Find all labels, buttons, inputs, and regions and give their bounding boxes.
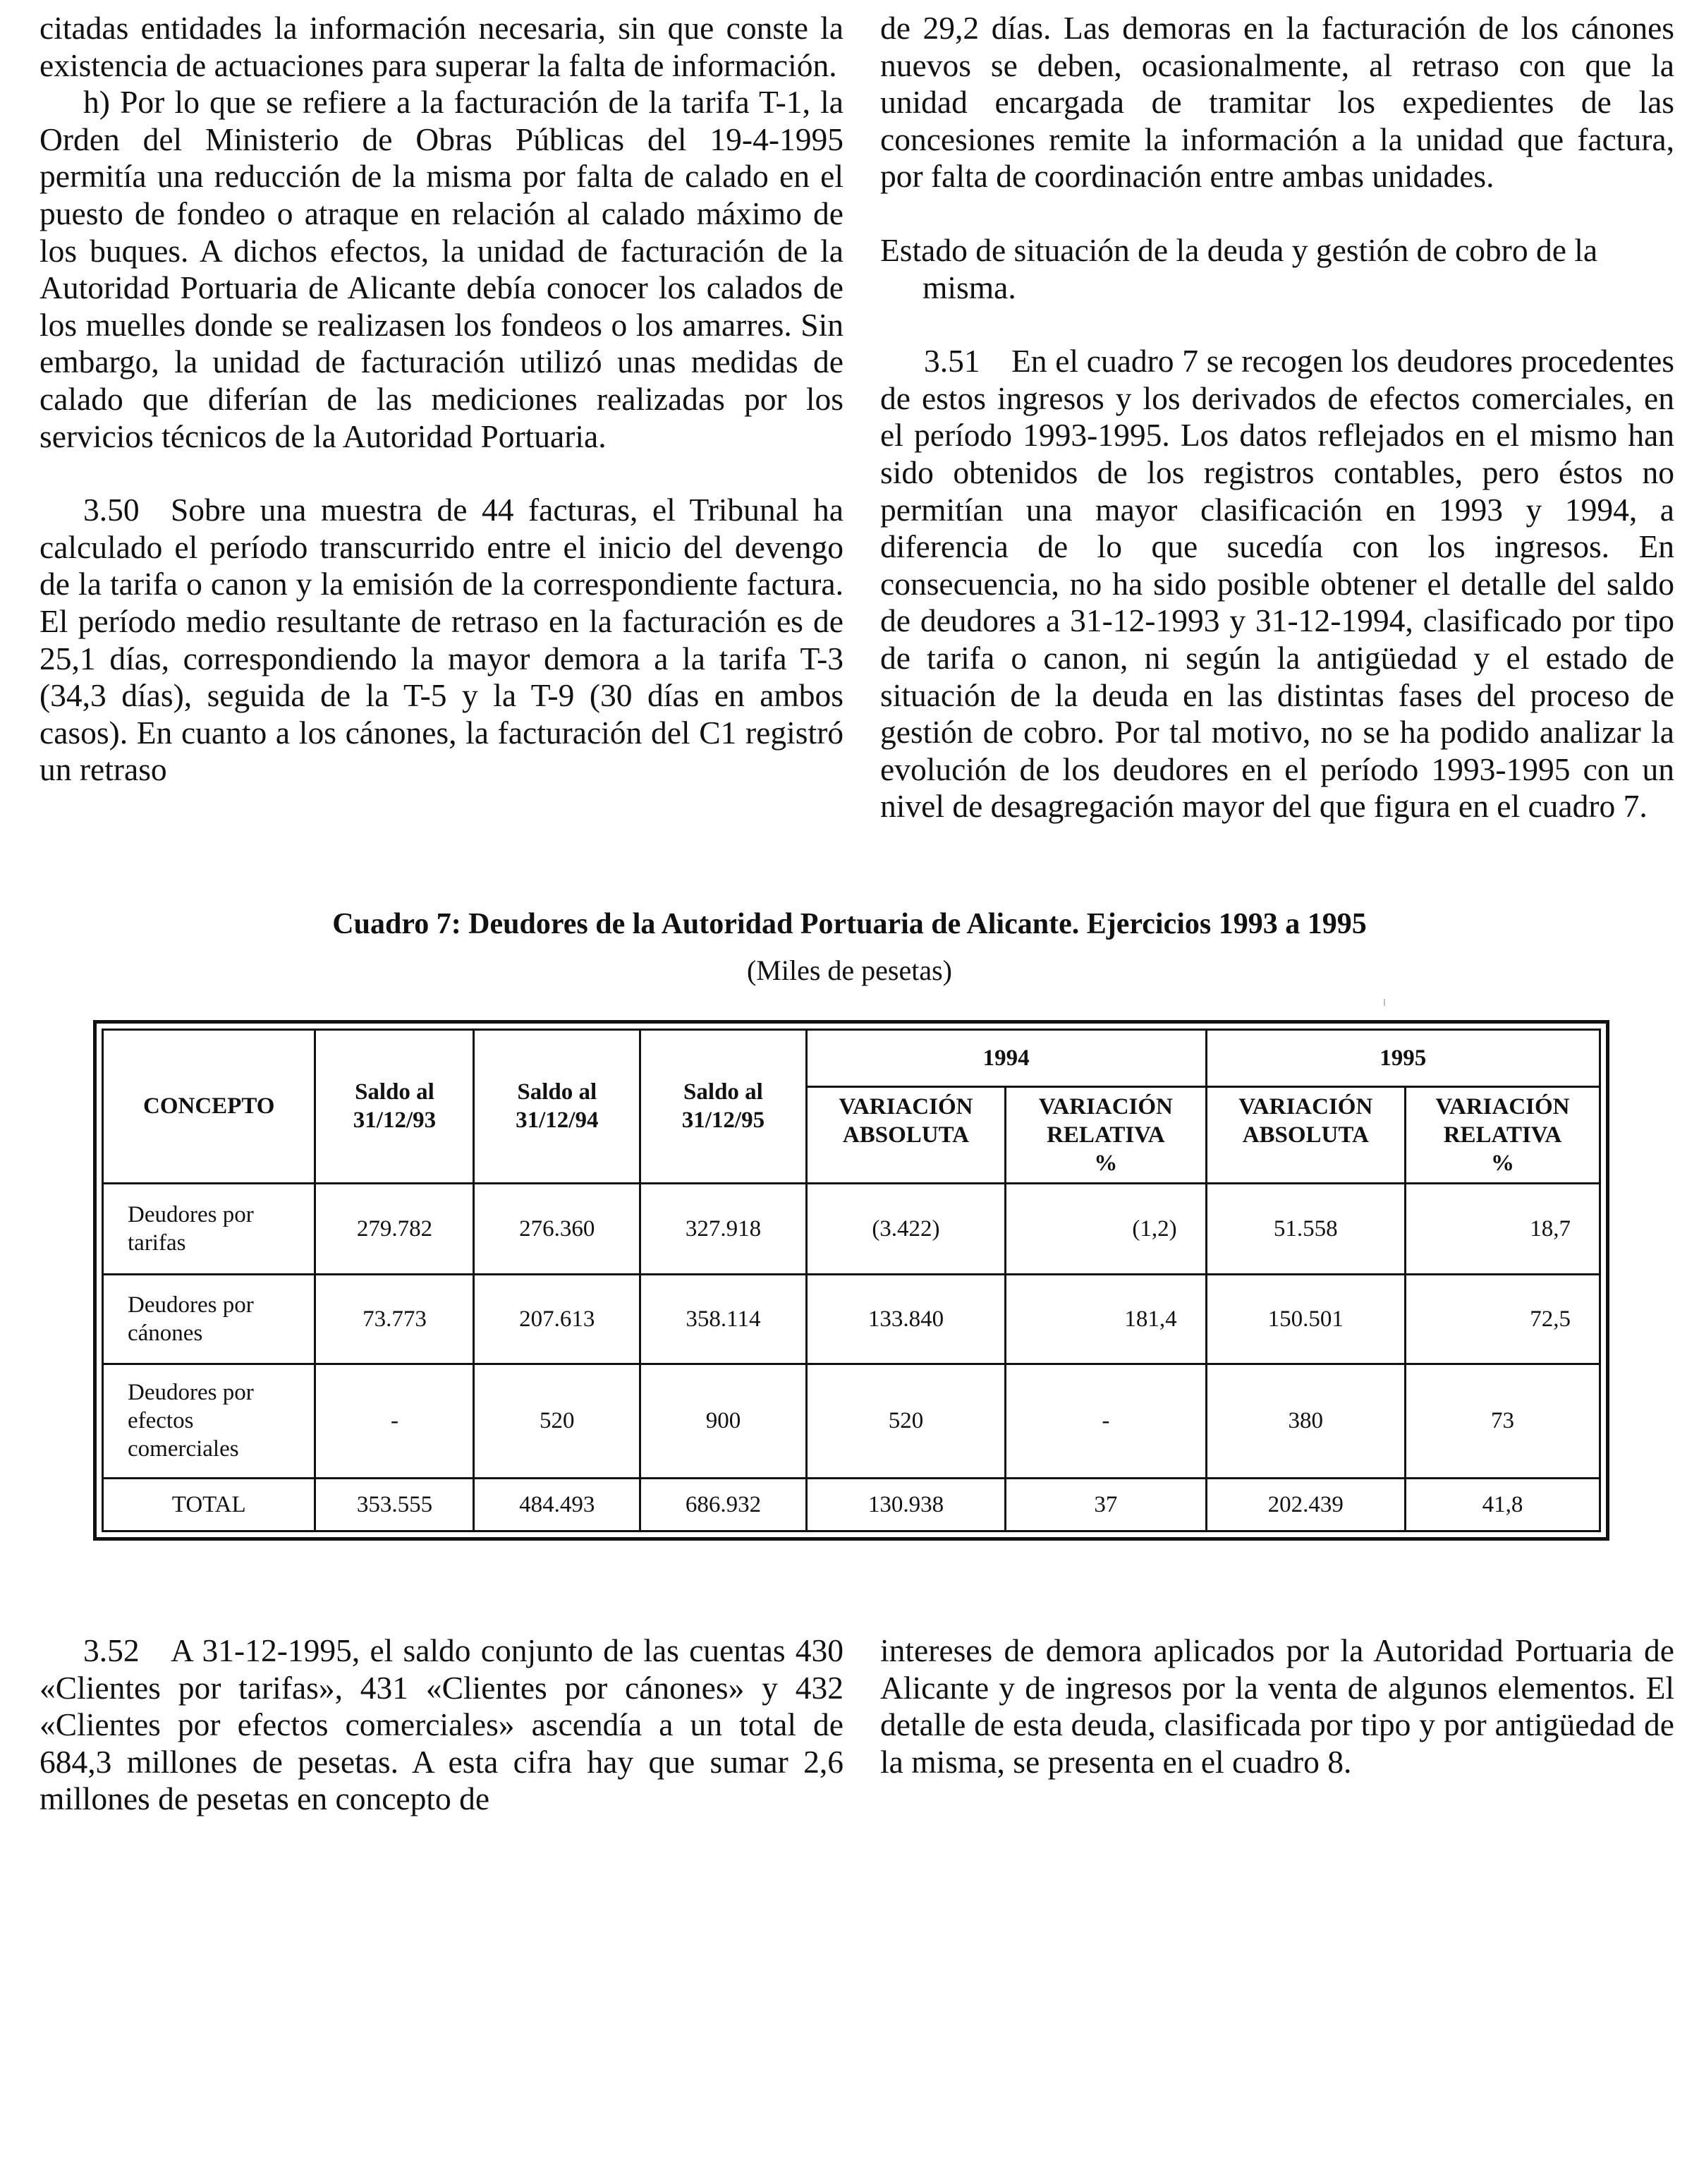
column-bottom-left [39, 1632, 844, 1818]
table-title: Cuadro 7: Deudores de la Autoridad Portuaria de Alicante. Ejercicios 1993 a 1995 [332, 908, 1367, 940]
paragraph-continuation: de 29,2 días. Las demoras en la facturación de los cánones nuevos se deben, ocasionalmente, al retraso con que la unidad encargada de tramitar los expedientes de las concesiones remite la información a la unidad que factura, por falta de coordinación entre ambas unidades. [880, 10, 1674, 195]
header-saldo-94: Saldo al 31/12/94 [474, 1030, 640, 1184]
column-bottom-right [880, 1632, 1674, 1780]
paragraph-3-51 [880, 343, 1674, 825]
cell-saldo-93: 353.555 [315, 1479, 474, 1531]
paragraph-text: A 31-12-1995, el saldo conjunto de las cuentas 430 «Clientes por tarifas», 431 «Clientes por cánones» y 432 «Clientes por efectos comerciales» ascendía a un total de 684,3 millones de pesetas. A esta cifra hay que sumar 2,6 millones de pesetas en concepto de [39, 1632, 844, 1817]
total-row [103, 1479, 1600, 1531]
cell-saldo-94: 484.493 [474, 1479, 640, 1531]
cell-saldo-95: 686.932 [640, 1479, 807, 1531]
cell-saldo-95: 327.918 [640, 1183, 807, 1274]
paragraph-intro: citadas entidades la información necesaria, sin que conste la existencia de actuaciones para superar la falta de información. [39, 10, 844, 83]
cell-abs-1995: 202.439 [1206, 1479, 1405, 1531]
cell-rel-1995: 73 [1405, 1364, 1600, 1478]
cell-rel-1994: 37 [1006, 1479, 1206, 1531]
cell-abs-1995: 51.558 [1206, 1183, 1405, 1274]
header-var-abs-1994: VARIACIÓN ABSOLUTA [806, 1087, 1005, 1183]
paragraph-text: En el cuadro 7 se recogen los deudores procedentes de estos ingresos y los derivados de efectos comerciales, en el período 1993-1995. Los datos reflejados en el mismo han sido obtenidos de los registros contables, pero éstos no permitían una mayor clasificación en 1993 y 1994, a diferencia de lo que sucedía con los ingresos. En consecuencia, no ha sido posible obtener el detalle del saldo de deudores a 31-12-1993 y 31-12-1994, clasificado por tipo de tarifa o canon, ni según la antigüedad y el estado de situación de la deuda en las distintas fases del proceso de gestión de cobro. Por tal motivo, no se ha podido analizar la evolución de los deudores en el período 1993-1995 con un nivel de desagregación mayor del que figura en el cuadro 7. [880, 343, 1674, 825]
section-heading: Estado de situación de la deuda y gestión de cobro de la misma. [880, 231, 1598, 305]
column-top-right [880, 10, 1674, 825]
paragraph-number: 3.52 [83, 1632, 140, 1668]
cell-saldo-94: 276.360 [474, 1183, 640, 1274]
cell-saldo-93: - [315, 1364, 474, 1478]
cell-abs-1995: 380 [1206, 1364, 1405, 1478]
header-row-years [103, 1030, 1600, 1087]
cell-abs-1995: 150.501 [1206, 1274, 1405, 1364]
paragraph-3-52 [39, 1632, 844, 1818]
header-saldo-93: Saldo al 31/12/93 [315, 1030, 474, 1184]
cell-abs-1994: 130.938 [806, 1479, 1005, 1531]
table-row [103, 1274, 1600, 1364]
paragraph-text: Sobre una muestra de 44 facturas, el Tribunal ha calculado el período transcurrido entre el inicio del devengo de la tarifa o canon y la emisión de la correspondiente factura. El período medio resultante de retraso en la facturación es de 25,1 días, correspondiendo la mayor demora a la tarifa T-3 (34,3 días), seguida de la T-5 y la T-9 (30 días en ambos casos). En cuanto a los cánones, la facturación del C1 registró un retraso [39, 492, 844, 788]
cell-rel-1994: (1,2) [1006, 1183, 1206, 1274]
cell-rel-1994: 181,4 [1006, 1274, 1206, 1364]
scan-mark [1384, 999, 1385, 1006]
cell-saldo-93: 279.782 [315, 1183, 474, 1274]
cell-abs-1994: (3.422) [806, 1183, 1005, 1274]
cell-saldo-94: 520 [474, 1364, 640, 1478]
table-subtitle: (Miles de pesetas) [746, 954, 952, 986]
cell-abs-1994: 520 [806, 1364, 1005, 1478]
column-top-left [39, 10, 844, 789]
cell-rel-1995: 41,8 [1405, 1479, 1600, 1531]
cell-saldo-95: 900 [640, 1364, 807, 1478]
paragraph-h: h) Por lo que se refiere a la facturación de la tarifa T-1, la Orden del Ministerio de Obras Públicas del 19-4-1995 permitía una reducción de la misma por falta de calado en el puesto de fondeo o atraque en relación al calado máximo de los buques. A dichos efectos, la unidad de facturación de la Autoridad Portuaria de Alicante debía conocer los calados de los muelles donde se realizasen los fondeos o los amarres. Sin embargo, la unidad de facturación utilizó unas medidas de calado que diferían de las mediciones realizadas por los servicios técnicos de la Autoridad Portuaria. [39, 84, 844, 454]
cell-saldo-94: 207.613 [474, 1274, 640, 1364]
table-row [103, 1183, 1600, 1274]
cell-abs-1994: 133.840 [806, 1274, 1005, 1364]
cell-rel-1995: 18,7 [1405, 1183, 1600, 1274]
header-var-rel-1994: VARIACIÓN RELATIVA % [1006, 1087, 1206, 1183]
row-label: Deudores por tarifas [103, 1183, 315, 1274]
header-year-1994: 1994 [806, 1030, 1206, 1087]
header-saldo-95: Saldo al 31/12/95 [640, 1030, 807, 1184]
header-var-rel-1995: VARIACIÓN RELATIVA % [1405, 1087, 1600, 1183]
row-label: Deudores por efectos comerciales [103, 1364, 315, 1478]
paragraph-number: 3.50 [83, 492, 140, 528]
cell-saldo-95: 358.114 [640, 1274, 807, 1364]
cell-rel-1995: 72,5 [1405, 1274, 1600, 1364]
paragraph-continuation: intereses de demora aplicados por la Autoridad Portuaria de Alicante y de ingresos por la venta de algunos elementos. El detalle de esta deuda, clasificada por tipo y por antigüedad de la misma, se presenta en el cuadro 8. [880, 1632, 1674, 1780]
table-row [103, 1364, 1600, 1478]
header-var-abs-1995: VARIACIÓN ABSOLUTA [1206, 1087, 1405, 1183]
header-concepto: CONCEPTO [103, 1030, 315, 1184]
row-label: TOTAL [103, 1479, 315, 1531]
paragraph-number: 3.51 [924, 343, 980, 380]
header-year-1995: 1995 [1206, 1030, 1600, 1087]
cell-saldo-93: 73.773 [315, 1274, 474, 1364]
paragraph-3-50 [39, 492, 844, 789]
cell-rel-1994: - [1006, 1364, 1206, 1478]
row-label: Deudores por cánones [103, 1274, 315, 1364]
debtors-table [102, 1029, 1601, 1532]
debtors-table-frame [93, 1020, 1609, 1541]
